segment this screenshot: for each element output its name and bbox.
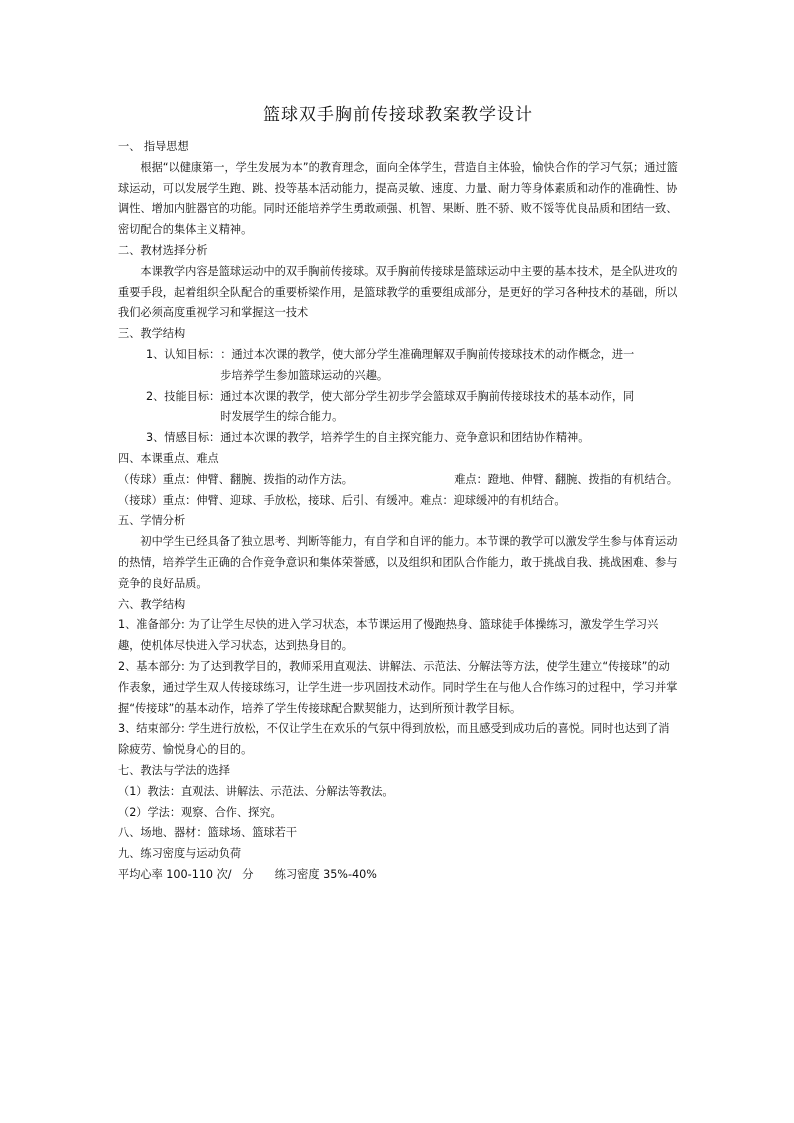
goal-cognitive-text-cont: 步培养学生参加篮球运动的兴趣。 [220, 368, 389, 382]
section-heading-learner-analysis: 五、学情分析 [118, 514, 186, 528]
paragraph-preparation-part: 1、准备部分: 为了让学生尽快的进入学习状态，本节课运用了慢跑热身、篮球徒手体操练习，激发学生学习兴趣，使机体尽快进入学习状态，达到热身目的。 [118, 618, 659, 653]
section-heading-key-points: 四、本课重点、难点 [118, 451, 219, 465]
goal-skill-text: 通过本次课的教学，使大部分学生初步学会篮球双手胸前传接球技术的基本动作，同 [220, 389, 635, 403]
section-heading-teaching-structure-2: 六、教学结构 [118, 597, 186, 611]
goal-cognitive [118, 345, 678, 387]
paragraph-material-analysis: 本课教学内容是篮球运动中的双手胸前传接球。双手胸前传接球是篮球运动中主要的基本技术，是全队进攻的重要手段，起着组织全队配合的重要桥梁作用，是篮球教学的重要组成部分，是更好的学习各种技术的基础，所以我们必须高度重视学习和掌握这一技术 [118, 264, 678, 320]
section-heading-exercise-load: 九、练习密度与运动负荷 [118, 847, 242, 861]
key-points-pass-row [118, 470, 678, 491]
section-venue-equipment: 八、场地、器材：篮球场、篮球若干 [118, 826, 298, 840]
goal-skill-text-cont: 时发展学生的综合能力。 [220, 410, 344, 424]
paragraph-learner-analysis: 初中学生已经具备了独立思考、判断等能力，有自学和自评的能力。本节课的教学可以激发学生参与体育运动的热情，培养学生正确的合作竞争意识和集体荣誉感，以及组织和团队合作能力，敢于挑战自我、挑战困难、参与竞争的良好品质。 [118, 535, 678, 590]
learning-methods: （2）学法：观察、合作、探究。 [118, 805, 282, 819]
goal-cognitive-text: ：通过本次课的教学，使大部分学生准确理解双手胸前传接球技术的动作概念，进一 [220, 347, 635, 361]
exercise-load-line [118, 865, 678, 886]
section-heading-teaching-structure: 三、教学结构 [118, 327, 186, 341]
goal-affective: 3、情感目标：通过本次课的教学，培养学生的自主探究能力、竞争意识和团结协作精神。 [146, 431, 590, 445]
paragraph-ending-part: 3、结束部分: 学生进行放松，不仅让学生在欢乐的气氛中得到放松，而且感受到成功后的喜悦。同时也达到了消除疲劳、愉悦身心的目的。 [118, 722, 670, 757]
teaching-methods: （1）教法：直观法、讲解法、示范法、分解法等教法。 [118, 784, 394, 798]
section-heading-methods: 七、教法与学法的选择 [118, 763, 230, 777]
document-body [118, 137, 678, 886]
average-heart-rate: 平均心率 100-110 次/ 分 [118, 867, 254, 881]
pass-key-point: （传球）重点：伸臂、翻腕、拨指的动作方法。 [118, 472, 353, 486]
catch-key-points: （接球）重点：伸臂、迎球、手放松，接球、后引、有缓冲。难点：迎球缓冲的有机结合。 [118, 493, 566, 507]
document-title: 篮球双手胸前传接球教案教学设计 [263, 105, 533, 125]
goal-skill [118, 387, 678, 429]
pass-difficulty: 难点：蹬地、伸臂、翻腕、拨指的有机结合。 [454, 472, 678, 486]
paragraph-basic-part: 2、基本部分: 为了达到教学目的，教师采用直观法、讲解法、示范法、分解法等方法，使学生建立“传接球”的动作表象，通过学生双人传接球练习，让学生进一步巩固技术动作。同时学生在与他人合作练习的过程中，学习并掌握“传接球”的基本动作，培养了学生传接球配合默契能力，达到所预计教学目标。 [118, 659, 678, 715]
section-heading-material-analysis: 二、教材选择分析 [118, 243, 208, 257]
exercise-density: 练习密度 35%-40% [274, 867, 377, 881]
goal-skill-label: 2、技能目标： [146, 389, 221, 403]
goal-cognitive-label: 1、认知目标： [146, 347, 221, 361]
section-heading-guiding-idea: 一、 指导思想 [118, 140, 189, 153]
paragraph-guiding-idea: 根据“以健康第一，学生发展为本”的教育理念，面向全体学生，营造自主体验，愉快合作的学习气氛；通过篮球运动，可以发展学生跑、跳、投等基本活动能力，提高灵敏、速度、力量、耐力等身体素质和动作的准确性、协调性、增加内脏器官的功能。同时还能培养学生勇敢顽强、机智、果断、胜不骄、败不馁等优良品质和团结一致、密切配合的集体主义精神。 [118, 160, 678, 237]
